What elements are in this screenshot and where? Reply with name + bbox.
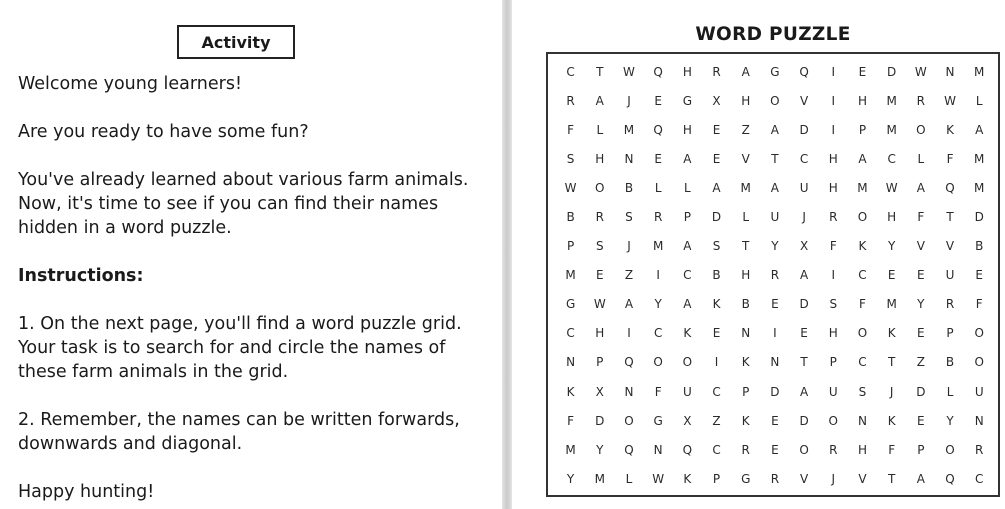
grid-letter[interactable]: A (595, 93, 604, 108)
grid-letter[interactable]: D (974, 210, 984, 225)
grid-letter[interactable]: H (887, 210, 897, 225)
grid-letter[interactable]: R (741, 442, 750, 457)
grid-letter[interactable]: A (683, 239, 692, 254)
activity-title: Activity (177, 25, 295, 59)
grid-letter[interactable]: H (595, 326, 605, 341)
grid-letter[interactable]: Q (653, 64, 663, 79)
grid-letter[interactable]: R (566, 93, 575, 108)
grid-letter[interactable]: P (596, 355, 604, 370)
grid-letter[interactable]: P (946, 326, 954, 341)
grid-letter[interactable]: L (684, 180, 691, 195)
grid-letter[interactable]: C (653, 326, 663, 341)
grid-letter[interactable]: M (652, 239, 664, 254)
intro-line: hidden in a word puzzle. (18, 218, 232, 238)
intro-line: You've already learned about various farm animals. (18, 170, 469, 190)
grid-letter[interactable]: B (945, 355, 955, 370)
grid-letter[interactable]: N (624, 151, 634, 166)
grid-letter[interactable]: W (652, 471, 665, 486)
grid-letter[interactable]: N (741, 326, 751, 341)
puzzle-page (512, 0, 1005, 509)
grid-letter[interactable]: I (714, 355, 719, 370)
grid-letter[interactable]: X (595, 384, 604, 399)
grid-letter[interactable]: K (683, 326, 692, 341)
grid-letter[interactable]: V (945, 239, 955, 254)
grid-letter[interactable]: X (712, 93, 721, 108)
grid-letter[interactable]: V (799, 93, 809, 108)
grid-letter[interactable]: N (945, 64, 955, 79)
word-grid (556, 57, 994, 493)
grid-letter[interactable]: E (712, 151, 721, 166)
grid-letter[interactable]: Y (917, 297, 925, 312)
grid-letter[interactable]: U (770, 210, 780, 225)
grid-letter[interactable]: K (887, 413, 896, 428)
grid-letter[interactable]: H (857, 93, 867, 108)
grid-letter[interactable]: P (683, 210, 691, 225)
grid-letter[interactable]: E (771, 442, 779, 457)
grid-letter[interactable]: L (975, 93, 983, 108)
grid-letter[interactable]: O (916, 122, 926, 137)
grid-letter[interactable]: O (770, 93, 780, 108)
grid-letter[interactable]: A (683, 297, 692, 312)
grid-letter[interactable]: V (916, 239, 925, 254)
grid-letter[interactable]: O (624, 413, 634, 428)
grid-letter[interactable]: B (975, 239, 984, 254)
grid-letter[interactable]: H (828, 151, 838, 166)
grid-letter[interactable]: E (800, 326, 808, 341)
grid-letter[interactable]: A (683, 151, 692, 166)
grid-letter[interactable]: C (566, 326, 575, 341)
grid-letter[interactable]: E (917, 413, 925, 428)
grid-letter[interactable]: M (857, 180, 868, 195)
grid-letter[interactable]: B (741, 297, 750, 312)
welcome-text: Welcome young learners! (18, 74, 242, 94)
grid-letter[interactable]: Q (945, 471, 955, 486)
grid-letter[interactable]: A (975, 122, 984, 137)
grid-letter[interactable]: D (799, 297, 809, 312)
grid-letter[interactable]: Z (712, 413, 721, 428)
grid-letter[interactable]: I (831, 64, 836, 79)
grid-letter[interactable]: J (627, 93, 631, 108)
grid-letter[interactable]: H (828, 326, 838, 341)
grid-letter[interactable]: R (770, 268, 780, 283)
grid-letter[interactable]: F (888, 442, 896, 457)
grid-letter[interactable]: N (770, 355, 780, 370)
grid-letter[interactable]: W (885, 180, 898, 195)
grid-letter[interactable]: D (711, 210, 722, 225)
grid-letter[interactable]: O (653, 355, 663, 370)
grid-letter[interactable]: I (773, 326, 777, 341)
grid-letter[interactable]: O (974, 326, 984, 341)
grid-letter[interactable]: Z (741, 122, 750, 137)
grid-letter[interactable]: D (916, 384, 926, 399)
grid-letter[interactable]: D (799, 122, 809, 137)
grid-letter[interactable]: M (594, 471, 605, 486)
grid-letter[interactable]: P (917, 442, 925, 457)
grid-letter[interactable]: A (624, 297, 634, 312)
grid-letter[interactable]: W (914, 64, 927, 79)
grid-letter[interactable]: M (565, 442, 576, 457)
grid-letter[interactable]: V (858, 471, 867, 486)
grid-letter[interactable]: K (946, 122, 954, 137)
grid-letter[interactable]: O (857, 326, 868, 341)
grid-letter[interactable]: N (653, 442, 663, 457)
grid-letter[interactable]: Q (799, 64, 809, 79)
grid-letter[interactable]: I (831, 268, 836, 283)
grid-letter[interactable]: R (829, 442, 838, 457)
grid-letter[interactable]: H (741, 93, 751, 108)
grid-letter[interactable]: V (799, 471, 809, 486)
grid-letter[interactable]: F (859, 297, 866, 312)
grid-letter[interactable]: E (975, 268, 984, 283)
grid-letter[interactable]: F (917, 210, 925, 225)
grid-letter[interactable]: G (653, 413, 663, 428)
grid-letter[interactable]: B (712, 268, 721, 283)
grid-letter[interactable]: W (623, 64, 635, 79)
intro-line: Now, it's time to see if you can find their names (18, 194, 439, 214)
step1-line: Your task is to search for and circle the names of (18, 338, 446, 358)
grid-letter[interactable]: C (858, 355, 867, 370)
activity-page (0, 0, 502, 509)
grid-letter[interactable]: U (828, 384, 838, 399)
grid-letter[interactable]: L (946, 384, 954, 399)
grid-letter[interactable]: V (741, 151, 750, 166)
grid-letter[interactable]: L (742, 210, 750, 225)
grid-letter[interactable]: C (799, 151, 809, 166)
grid-letter[interactable]: N (566, 355, 576, 370)
grid-letter[interactable]: I (831, 93, 836, 108)
grid-letter[interactable]: T (887, 471, 896, 486)
grid-letter[interactable]: S (625, 210, 633, 225)
grid-letter[interactable]: Z (916, 355, 925, 370)
grid-letter[interactable]: E (595, 268, 604, 283)
grid-letter[interactable]: P (712, 471, 721, 486)
grid-letter[interactable]: O (945, 442, 955, 457)
grid-letter[interactable]: C (566, 64, 575, 79)
grid-letter[interactable]: A (799, 384, 809, 399)
grid-letter[interactable]: C (858, 268, 867, 283)
grid-letter[interactable]: N (974, 413, 984, 428)
grid-letter[interactable]: O (857, 210, 868, 225)
grid-letter[interactable]: C (712, 442, 721, 457)
grid-letter[interactable]: L (625, 471, 633, 486)
grid-letter[interactable]: T (887, 355, 896, 370)
grid-letter[interactable]: Y (654, 297, 662, 312)
instruction-step-1 (18, 312, 462, 384)
grid-letter[interactable]: A (916, 471, 925, 486)
grid-letter[interactable]: A (770, 122, 780, 137)
grid-letter[interactable]: Z (624, 268, 634, 283)
grid-letter[interactable]: P (829, 355, 837, 370)
page-divider (502, 0, 512, 509)
grid-letter[interactable]: I (627, 326, 631, 341)
closing-text: Happy hunting! (18, 482, 155, 502)
grid-letter[interactable]: P (858, 122, 867, 137)
grid-letter[interactable]: O (595, 180, 605, 195)
grid-letter[interactable]: H (741, 268, 751, 283)
grid-letter[interactable]: D (887, 64, 897, 79)
grid-letter[interactable]: F (654, 384, 662, 399)
grid-letter[interactable]: U (799, 180, 809, 195)
grid-letter[interactable]: M (565, 268, 576, 283)
instruction-step-2 (18, 408, 460, 456)
grid-letter[interactable]: H (828, 180, 838, 195)
grid-letter[interactable]: R (595, 210, 604, 225)
grid-letter[interactable]: S (712, 239, 721, 254)
grid-letter[interactable]: Y (887, 239, 896, 254)
grid-letter[interactable]: S (858, 384, 867, 399)
grid-letter[interactable]: P (566, 239, 575, 254)
grid-letter[interactable]: R (916, 93, 926, 108)
grid-letter[interactable]: R (653, 210, 663, 225)
grid-letter[interactable]: L (917, 151, 925, 166)
grid-letter[interactable]: I (656, 268, 660, 283)
grid-letter[interactable]: M (974, 64, 985, 79)
grid-letter[interactable]: T (771, 151, 779, 166)
grid-letter[interactable]: E (917, 268, 925, 283)
grid-letter[interactable]: H (857, 442, 867, 457)
grid-letter[interactable]: M (886, 297, 897, 312)
intro-paragraph (18, 168, 468, 240)
grid-letter[interactable]: W (944, 93, 956, 108)
grid-letter[interactable]: Q (624, 355, 634, 370)
grid-letter[interactable]: Y (566, 471, 575, 486)
grid-letter[interactable]: G (770, 64, 780, 79)
grid-letter[interactable]: G (565, 297, 576, 312)
step1-line: these farm animals in the grid. (18, 362, 289, 382)
grid-letter[interactable]: K (741, 355, 750, 370)
step2-line: downwards and diagonal. (18, 434, 243, 454)
grid-letter[interactable]: Q (624, 442, 634, 457)
grid-letter[interactable]: D (799, 413, 809, 428)
grid-letter[interactable]: O (974, 355, 984, 370)
grid-letter[interactable]: R (975, 442, 984, 457)
grid-letter[interactable]: A (799, 268, 809, 283)
grid-letter[interactable]: E (771, 297, 779, 312)
grid-letter[interactable]: M (740, 180, 751, 195)
grid-letter[interactable]: J (889, 384, 894, 399)
grid-letter[interactable]: Y (946, 413, 954, 428)
grid-letter[interactable]: P (742, 384, 750, 399)
grid-letter[interactable]: U (974, 384, 984, 399)
grid-letter[interactable]: T (596, 64, 604, 79)
grid-letter[interactable]: Y (596, 442, 604, 457)
grid-letter[interactable]: K (683, 471, 692, 486)
grid-letter[interactable]: F (829, 239, 837, 254)
instructions-heading: Instructions: (18, 266, 144, 286)
grid-letter[interactable]: K (712, 297, 721, 312)
grid-letter[interactable]: C (887, 151, 896, 166)
step2-line: 2. Remember, the names can be written forwards, (18, 410, 460, 430)
grid-letter[interactable]: R (829, 210, 838, 225)
grid-letter[interactable]: W (564, 180, 577, 195)
grid-letter[interactable]: A (858, 151, 867, 166)
grid-letter[interactable]: J (802, 210, 806, 225)
word-grid-frame (546, 52, 1000, 497)
grid-letter[interactable]: X (683, 413, 692, 428)
grid-letter[interactable]: E (917, 326, 925, 341)
grid-letter[interactable]: E (654, 151, 662, 166)
grid-letter[interactable]: G (741, 471, 751, 486)
grid-letter[interactable]: N (857, 413, 867, 428)
grid-letter[interactable]: R (712, 64, 721, 79)
grid-letter[interactable]: H (595, 151, 605, 166)
grid-letter[interactable]: L (596, 122, 604, 137)
grid-letter[interactable]: O (799, 442, 809, 457)
grid-letter[interactable]: O (682, 355, 693, 370)
grid-letter[interactable]: L (654, 180, 662, 195)
grid-letter[interactable]: M (974, 180, 985, 195)
grid-letter[interactable]: K (741, 413, 750, 428)
grid-letter[interactable]: A (712, 180, 721, 195)
puzzle-title: WORD PUZZLE (695, 24, 851, 45)
grid-letter[interactable]: F (946, 151, 954, 166)
grid-letter[interactable]: T (800, 355, 808, 370)
grid-letter[interactable]: T (946, 210, 954, 225)
question-text: Are you ready to have some fun? (18, 122, 309, 142)
grid-letter[interactable]: B (624, 180, 634, 195)
grid-letter[interactable]: K (858, 239, 867, 254)
grid-letter[interactable]: U (682, 384, 692, 399)
grid-letter[interactable]: Q (682, 442, 693, 457)
grid-letter[interactable]: E (771, 413, 779, 428)
grid-letter[interactable]: X (799, 239, 809, 254)
grid-letter[interactable]: Y (771, 239, 779, 254)
grid-letter[interactable]: J (831, 471, 836, 486)
grid-letter[interactable]: S (566, 151, 575, 166)
grid-letter[interactable]: S (595, 239, 604, 254)
grid-letter[interactable]: D (595, 413, 605, 428)
grid-letter[interactable]: H (682, 122, 692, 137)
grid-letter[interactable]: C (712, 384, 721, 399)
grid-letter[interactable]: N (624, 384, 634, 399)
grid-letter[interactable]: Q (945, 180, 955, 195)
step1-line: 1. On the next page, you'll find a word puzzle grid. (18, 314, 462, 334)
grid-letter[interactable]: C (975, 471, 984, 486)
grid-letter[interactable]: T (742, 239, 750, 254)
grid-letter[interactable]: E (712, 326, 721, 341)
grid-letter[interactable]: M (974, 151, 985, 166)
grid-letter[interactable]: I (831, 122, 836, 137)
grid-letter[interactable]: F (567, 122, 575, 137)
grid-letter[interactable]: A (770, 180, 780, 195)
grid-letter[interactable]: J (627, 239, 631, 254)
grid-letter[interactable]: E (858, 64, 867, 79)
grid-letter[interactable]: E (712, 122, 721, 137)
grid-letter[interactable]: A (916, 180, 925, 195)
grid-letter[interactable]: M (886, 93, 897, 108)
grid-letter[interactable]: M (886, 122, 897, 137)
grid-letter[interactable]: G (682, 93, 692, 108)
grid-letter[interactable]: O (828, 413, 838, 428)
grid-letter[interactable]: K (887, 326, 896, 341)
grid-letter[interactable]: W (593, 297, 606, 312)
grid-letter[interactable]: E (654, 93, 662, 108)
grid-letter[interactable]: B (566, 210, 575, 225)
grid-letter[interactable]: Q (653, 122, 663, 137)
grid-letter[interactable]: K (566, 384, 575, 399)
grid-letter[interactable]: R (770, 471, 780, 486)
grid-letter[interactable]: R (945, 297, 955, 312)
grid-letter[interactable]: F (567, 413, 575, 428)
grid-letter[interactable]: D (770, 384, 780, 399)
grid-letter[interactable]: E (887, 268, 896, 283)
grid-letter[interactable]: A (741, 64, 750, 79)
grid-letter[interactable]: S (829, 297, 838, 312)
grid-letter[interactable]: U (945, 268, 955, 283)
grid-letter[interactable]: F (975, 297, 983, 312)
grid-letter[interactable]: M (623, 122, 635, 137)
grid-letter[interactable]: H (682, 64, 692, 79)
grid-letter[interactable]: C (683, 268, 692, 283)
